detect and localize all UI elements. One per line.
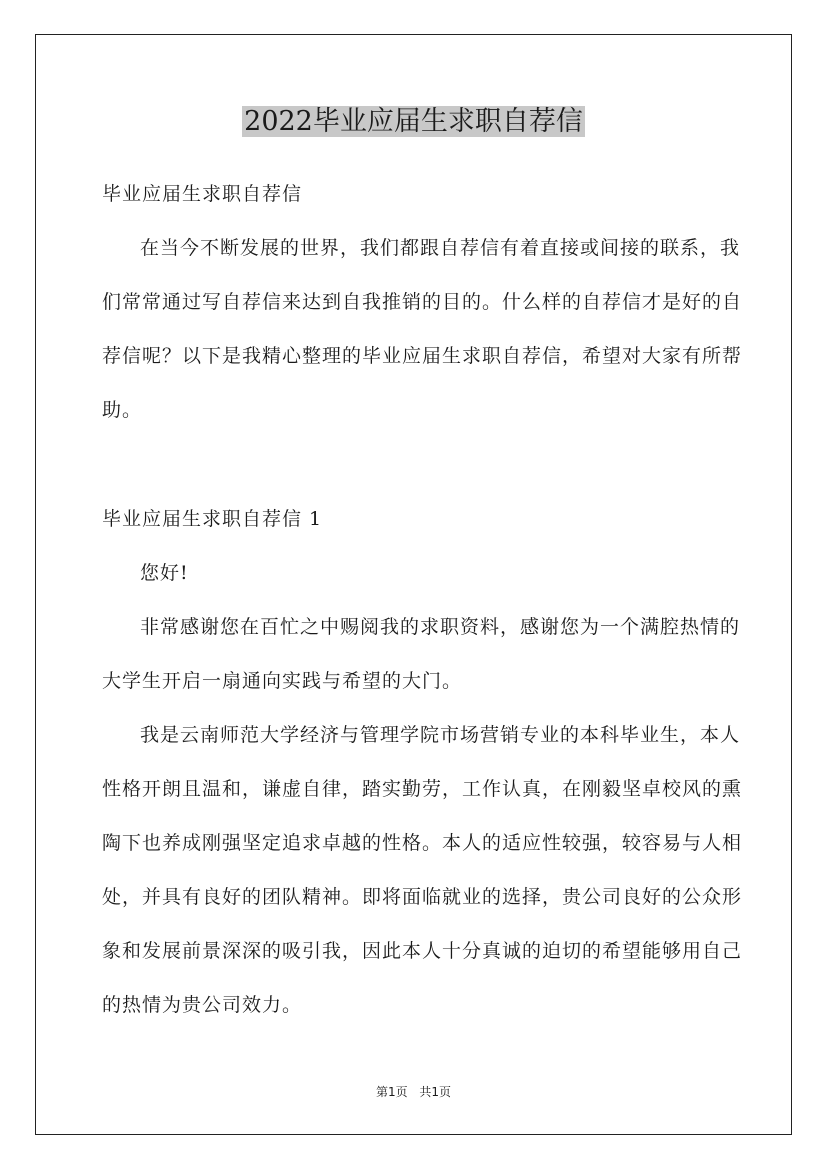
letter-paragraph-1: 非常感谢您在百忙之中赐阅我的求职资料，感谢您为一个满腔热情的大学生开启一扇通向实践与希望的大门。 (102, 616, 741, 692)
document-title-text: 2022毕业应届生求职自荐信 (244, 106, 583, 137)
letter-paragraph-2: 我是云南师范大学经济与管理学院市场营销专业的本科毕业生，本人性格开朗且温和，谦虚自律，踏实勤劳，工作认真，在刚毅坚卓校风的熏陶下也养成刚强坚定追求卓越的性格。本人的适应性较强，较容易与人相处，并具有良好的团队精神。即将面临就业的选择，贵公司良好的公众形象和发展前景深深的吸引我，因此本人十分真诚的迫切的希望能够用自己的热情为贵公司效力。 (102, 724, 743, 1016)
section-subtitle: 毕业应届生求职自荐信 (102, 183, 303, 205)
page-total: 共1页 (419, 1085, 452, 1099)
letter-body (102, 492, 742, 1032)
intro-paragraph: 在当今不断发展的世界，我们都跟自荐信有着直接或间接的联系，我们常常通过写自荐信来达到自我推销的目的。什么样的自荐信才是好的自荐信呢？以下是我精心整理的毕业应届生求职自荐信，希望对大家有所帮助。 (102, 237, 743, 421)
page-number: 第1页 (375, 1085, 408, 1099)
letter-greeting: 您好! (140, 562, 189, 584)
document-title (0, 103, 827, 141)
document-body-top (102, 167, 742, 437)
page-footer (0, 1083, 827, 1100)
letter-heading: 毕业应届生求职自荐信 1 (102, 508, 323, 530)
